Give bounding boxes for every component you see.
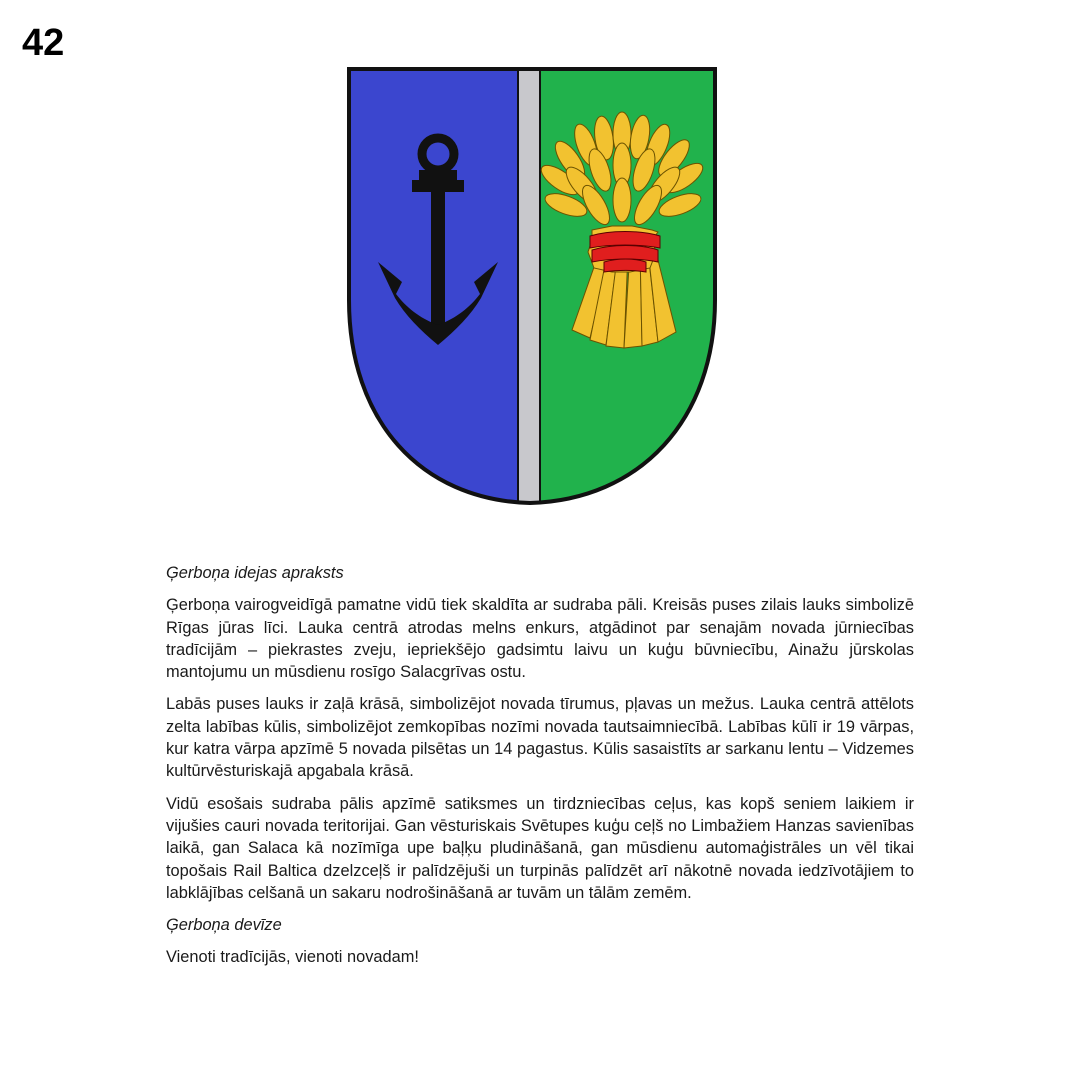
- heading-idea: Ģerboņa idejas apraksts: [166, 564, 344, 582]
- heading-motto: Ģerboņa devīze: [166, 916, 282, 935]
- silver-pale: [519, 69, 539, 509]
- description-text: [166, 562, 914, 979]
- motto-text: Vienoti tradīcijās, vienoti novadam!: [166, 948, 419, 967]
- page-number: 42: [22, 22, 65, 64]
- paragraph-3: Vidū esošais sudraba pālis apzīmē satiksmes un tirdzniecības ceļus, kas kopš seniem laikiem ir vijušies cauri novada teritorijai. Gan vēsturiskais Svētupes kuģu ceļš no Limbažiem Hanzas savienības laikā, gan Salaca kā nozīmīga upe baļķu pludināšanā, gan mūsdienu automaģistrāles un vēl tikai topošais Rail Baltica dzelzceļš ir palīdzējuši un turpinās palīdzēt arī nākotnē novada iedzīvotājiem to labklājības celšanā un sakaru nodrošināšanā ar tuvām un tālām zemēm.: [166, 794, 914, 902]
- paragraph-2: Labās puses lauks ir zaļā krāsā, simbolizējot novada tīrumus, pļavas un mežus. Lauka centrā attēlots zelta labības kūlis, simbolizējot zemkopības nozīmi novada tautsaimniecībā. Labības kūlī ir 19 vārpas, kur katra vārpa apzīmē 5 novada pilsētas un 14 pagastus. Kūlis sasaistīts ar sarkanu lentu – Vidzemes kultūrvēsturiskajā apgabala krāsā.: [166, 695, 914, 781]
- paragraph-1: Ģerboņa vairogveidīgā pamatne vidū tiek skaldīta ar sudraba pāli. Kreisās puses zilais lauks simbolizē Rīgas jūras līci. Lauka centrā atrodas melns enkurs, atgādinot par senajām novada jūrniecības tradīcijām – piekrastes zveju, iepriekšējo gadsimtu laivu un kuģu būvniecību, Ainažu jūrskolas mantojumu un mūsdienu rosīgo Salacgrīvas ostu.: [166, 596, 914, 682]
- coat-of-arms: [330, 60, 730, 520]
